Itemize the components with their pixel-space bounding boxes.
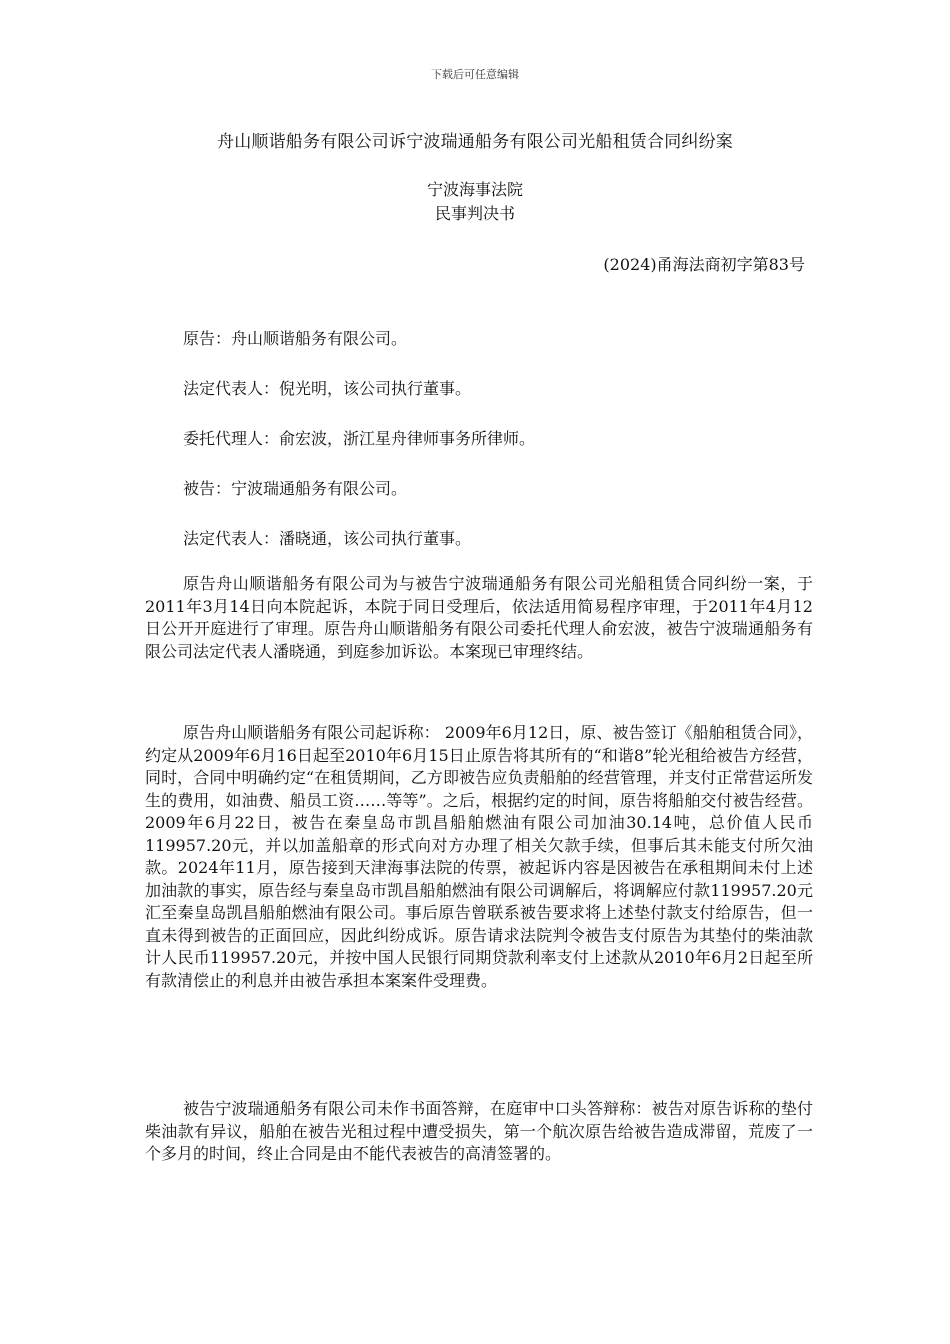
document-title: 舟山顺谐船务有限公司诉宁波瑞通船务有限公司光船租赁合同纠纷案 bbox=[217, 132, 733, 152]
party-plaintiff-agent: 委托代理人：俞宏波，浙江星舟律师事务所律师。 bbox=[183, 429, 536, 448]
party-plaintiff: 原告：舟山顺谐船务有限公司。 bbox=[183, 329, 408, 348]
paragraph-case-intro: 原告舟山顺谐船务有限公司为与被告宁波瑞通船务有限公司光船租赁合同纠纷一案，于2011年3月14日向本院起诉，本院于同日受理后，依法适用简易程序审理，于2011年4月12日公开开庭进行了审理。原告舟山顺谐船务有限公司委托代理人俞宏波，被告宁波瑞通船务有限公司法定代表人潘晓通，到庭参加诉讼。本案现已审理终结。 bbox=[145, 574, 813, 661]
party-plaintiff-representative: 法定代表人：倪光明，该公司执行董事。 bbox=[183, 379, 472, 398]
party-defendant: 被告：宁波瑞通船务有限公司。 bbox=[183, 479, 408, 498]
header-note: 下载后可任意编辑 bbox=[431, 68, 519, 81]
paragraph-plaintiff-claim: 原告舟山顺谐船务有限公司起诉称： 2009年6月12日，原、被告签订《船舶租赁合同》，约定从2009年6月16日起至2010年6月15日止原告将其所有的“和谐8”轮光租给被告方经营，同时，合同中明确约定“在租赁期间，乙方即被告应负责船舶的经营管理，并支付正常营运所发生的费用，如油费、船员工资……等等”。之后，根据约定的时间，原告将船舶交付被告经营。2009年6月22日，被告在秦皇岛市凯昌船舶燃油有限公司加油30.14吨，总价值人民币119957.20元，并以加盖船章的形式向对方办理了相关欠款手续，但事后其未能支付所欠油款。2024年11月，原告接到天津海事法院的传票，被起诉内容是因被告在承租期间未付上述加油款的事实，原告经与秦皇岛市凯昌船舶燃油有限公司调解后，将调解应付款119957.20元汇至秦皇岛凯昌船舶燃油有限公司。事后原告曾联系被告要求将上述垫付款支付给原告，但一直未得到被告的正面回应，因此纠纷成诉。原告请求法院判令被告支付原告为其垫付的柴油款计人民币119957.20元，并按中国人民银行同期贷款利率支付上述款从2010年6月2日起至所有款清偿止的利息并由被告承担本案案件受理费。 bbox=[145, 723, 813, 990]
court-block bbox=[0, 178, 950, 226]
court-name: 宁波海事法院 bbox=[426, 180, 523, 199]
case-number: (2024)甬海法商初字第83号 bbox=[603, 255, 805, 274]
party-defendant-representative: 法定代表人：潘晓通，该公司执行董事。 bbox=[183, 529, 472, 548]
paragraph-defendant-reply: 被告宁波瑞通船务有限公司未作书面答辩，在庭审中口头答辩称：被告对原告诉称的垫付柴油款有异议，船舶在被告光租过程中遭受损失，第一个航次原告给被告造成滞留，荒废了一个多月的时间，终止合同是由不能代表被告的高清签署的。 bbox=[145, 1099, 813, 1163]
document-type: 民事判决书 bbox=[434, 204, 515, 223]
